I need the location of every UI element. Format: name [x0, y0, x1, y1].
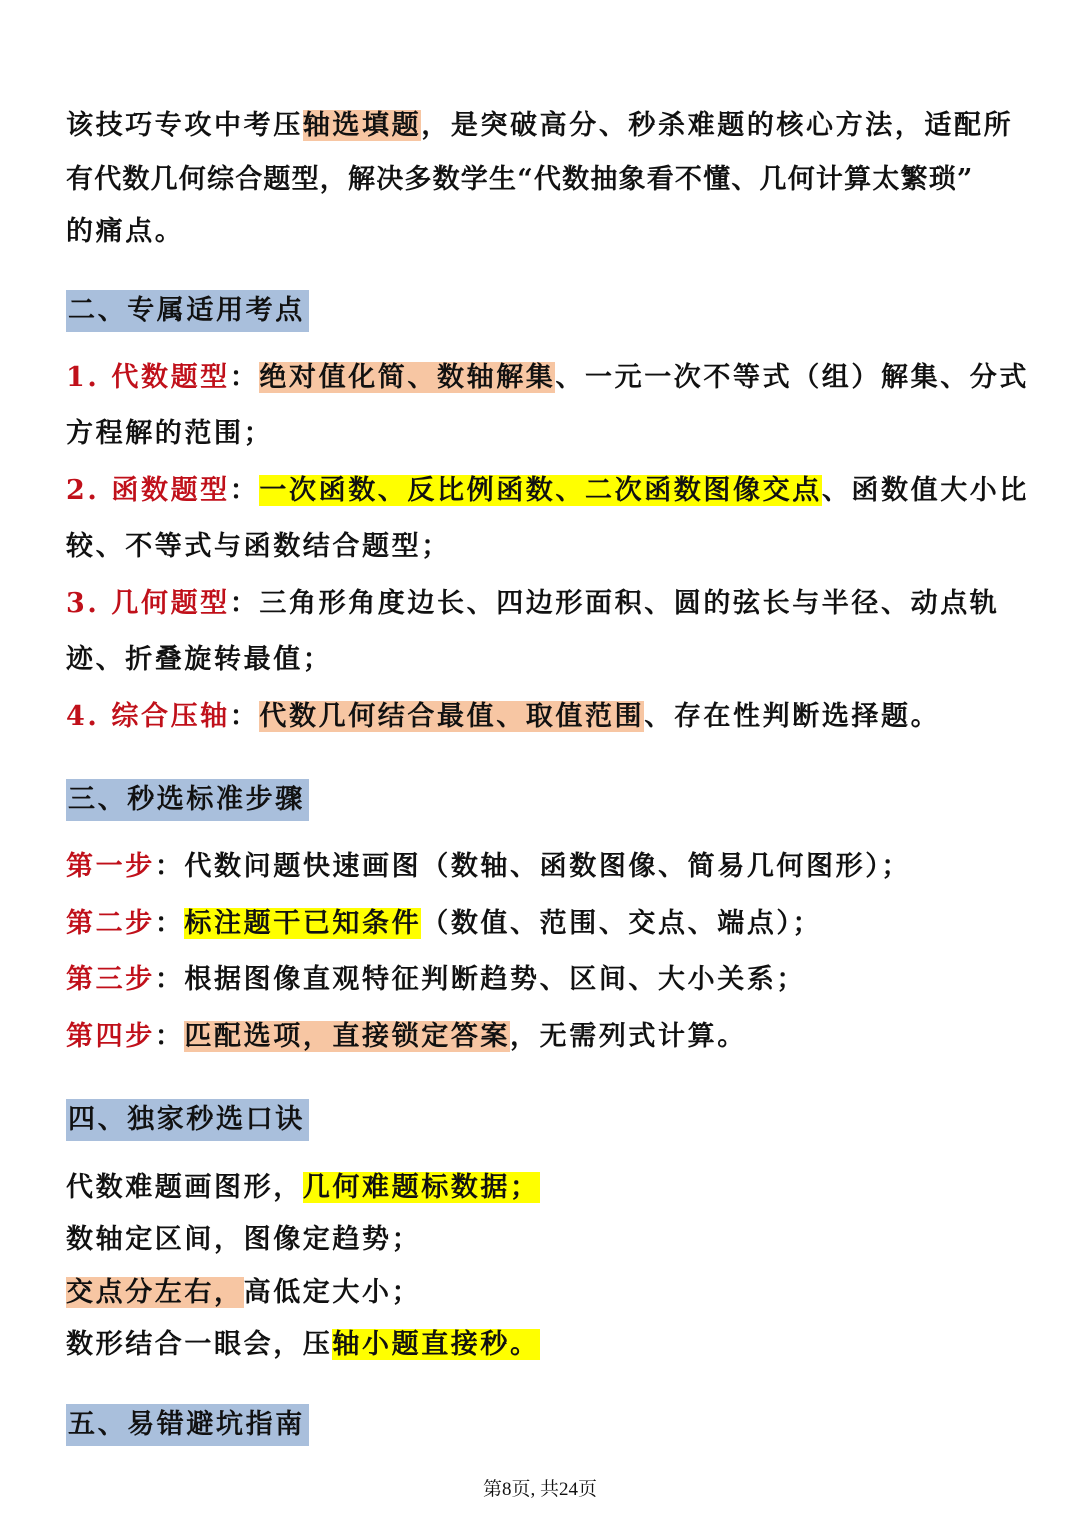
step-label: 第三步 [66, 964, 155, 995]
item-label: 4. 综合压轴 [66, 701, 230, 732]
intro-highlight: 轴选填题 [302, 110, 422, 141]
item-colon: ： [229, 588, 260, 619]
item-text: 较、不等式与函数结合题型； [66, 531, 451, 562]
item-text: 方程解的范围； [66, 418, 274, 449]
item-highlight: 绝对值化简、数轴解集 [259, 362, 556, 393]
item-text: 三角形角度边长、四边形面积、圆的弦长与半径、动点轨 [259, 588, 1000, 619]
step-label: 第二步 [66, 908, 155, 939]
mnemonic-text: 数轴定区间，图像定趋势； [66, 1224, 422, 1255]
item-text: 迹、折叠旋转最值； [66, 644, 333, 675]
section2-item-3 [66, 576, 1016, 632]
item-label: 2. 函数题型 [66, 475, 230, 506]
item-highlight: 代数几何结合最值、取值范围 [259, 701, 645, 732]
step-colon: ： [154, 851, 185, 882]
mnemonic-line-3 [66, 1265, 1016, 1321]
item-colon: ： [229, 701, 260, 732]
mnemonic-text: 代数难题画图形， [66, 1172, 303, 1203]
section-heading-4: 四、独家秒选口诀 [66, 1099, 309, 1141]
section-heading-5: 五、易错避坑指南 [66, 1404, 309, 1446]
section3-step-1 [66, 839, 1016, 895]
mnemonic-text: 数形结合一眼会，压 [66, 1329, 333, 1360]
section2-item-1 [66, 350, 1030, 406]
step-label: 第一步 [66, 851, 155, 882]
intro-line-3 [66, 204, 1016, 260]
item-label: 1. 代数题型 [66, 362, 230, 393]
step-text: 代数问题快速画图（数轴、函数图像、简易几何图形）； [184, 851, 911, 882]
step-highlight: 匹配选项，直接锁定答案 [184, 1021, 511, 1052]
section3-step-2 [66, 896, 1016, 952]
step-label: 第四步 [66, 1021, 155, 1052]
mnemonic-text: 高低定大小； [243, 1277, 422, 1308]
mnemonic-highlight: 轴小题直接秒。 [332, 1329, 540, 1360]
item-label: 3. 几何题型 [66, 588, 230, 619]
mnemonic-line-2 [66, 1212, 1016, 1268]
mnemonic-line-1 [66, 1160, 1016, 1216]
step-colon: ： [154, 964, 185, 995]
section-heading-3: 三、秒选标准步骤 [66, 779, 309, 821]
section-heading-2: 二、专属适用考点 [66, 290, 309, 332]
mnemonic-line-4 [66, 1317, 1016, 1373]
step-text: （数值、范围、交点、端点）； [421, 908, 823, 939]
section2-item-2-cont [66, 519, 1016, 575]
step-text: ，无需列式计算。 [510, 1021, 747, 1052]
intro-bold-char: 压 [273, 110, 303, 141]
mnemonic-highlight: 几何难题标数据； [302, 1172, 540, 1203]
step-text: 根据图像直观特征判断趋势、区间、大小关系； [184, 964, 807, 995]
intro-line-2 [66, 152, 1016, 208]
intro-text: 的痛点。 [66, 216, 185, 247]
step-highlight: 标注题干已知条件 [184, 908, 422, 939]
mnemonic-highlight: 交点分左右， [66, 1277, 244, 1308]
section2-item-1-cont [66, 406, 1016, 462]
item-text: 、一元一次不等式（组）解集、分式 [555, 362, 1030, 393]
intro-text: 有代数几何综合题型，解决多数学生“代数抽象看不懂、几何计算太繁琐” [66, 164, 974, 195]
item-colon: ： [229, 475, 260, 506]
item-highlight: 一次函数、反比例函数、二次函数图像交点 [259, 475, 822, 506]
page-number: 第8页, 共24页 [482, 1479, 597, 1500]
step-colon: ： [154, 1021, 185, 1052]
intro-text: 该技巧专攻中考 [66, 110, 274, 141]
item-text: 、函数值大小比 [821, 475, 1030, 506]
intro-line-1 [66, 98, 1016, 154]
section3-step-4 [66, 1009, 1016, 1065]
section2-item-3-cont [66, 632, 1016, 688]
section2-item-2 [66, 463, 1030, 519]
item-colon: ： [229, 362, 260, 393]
intro-text: ，是突破高分、秒杀难题的核心方法，适配所 [421, 110, 1014, 141]
section2-item-4 [66, 689, 1016, 745]
item-text: 、存在性判断选择题。 [644, 701, 941, 732]
section3-step-3 [66, 952, 1016, 1008]
step-colon: ： [154, 908, 185, 939]
